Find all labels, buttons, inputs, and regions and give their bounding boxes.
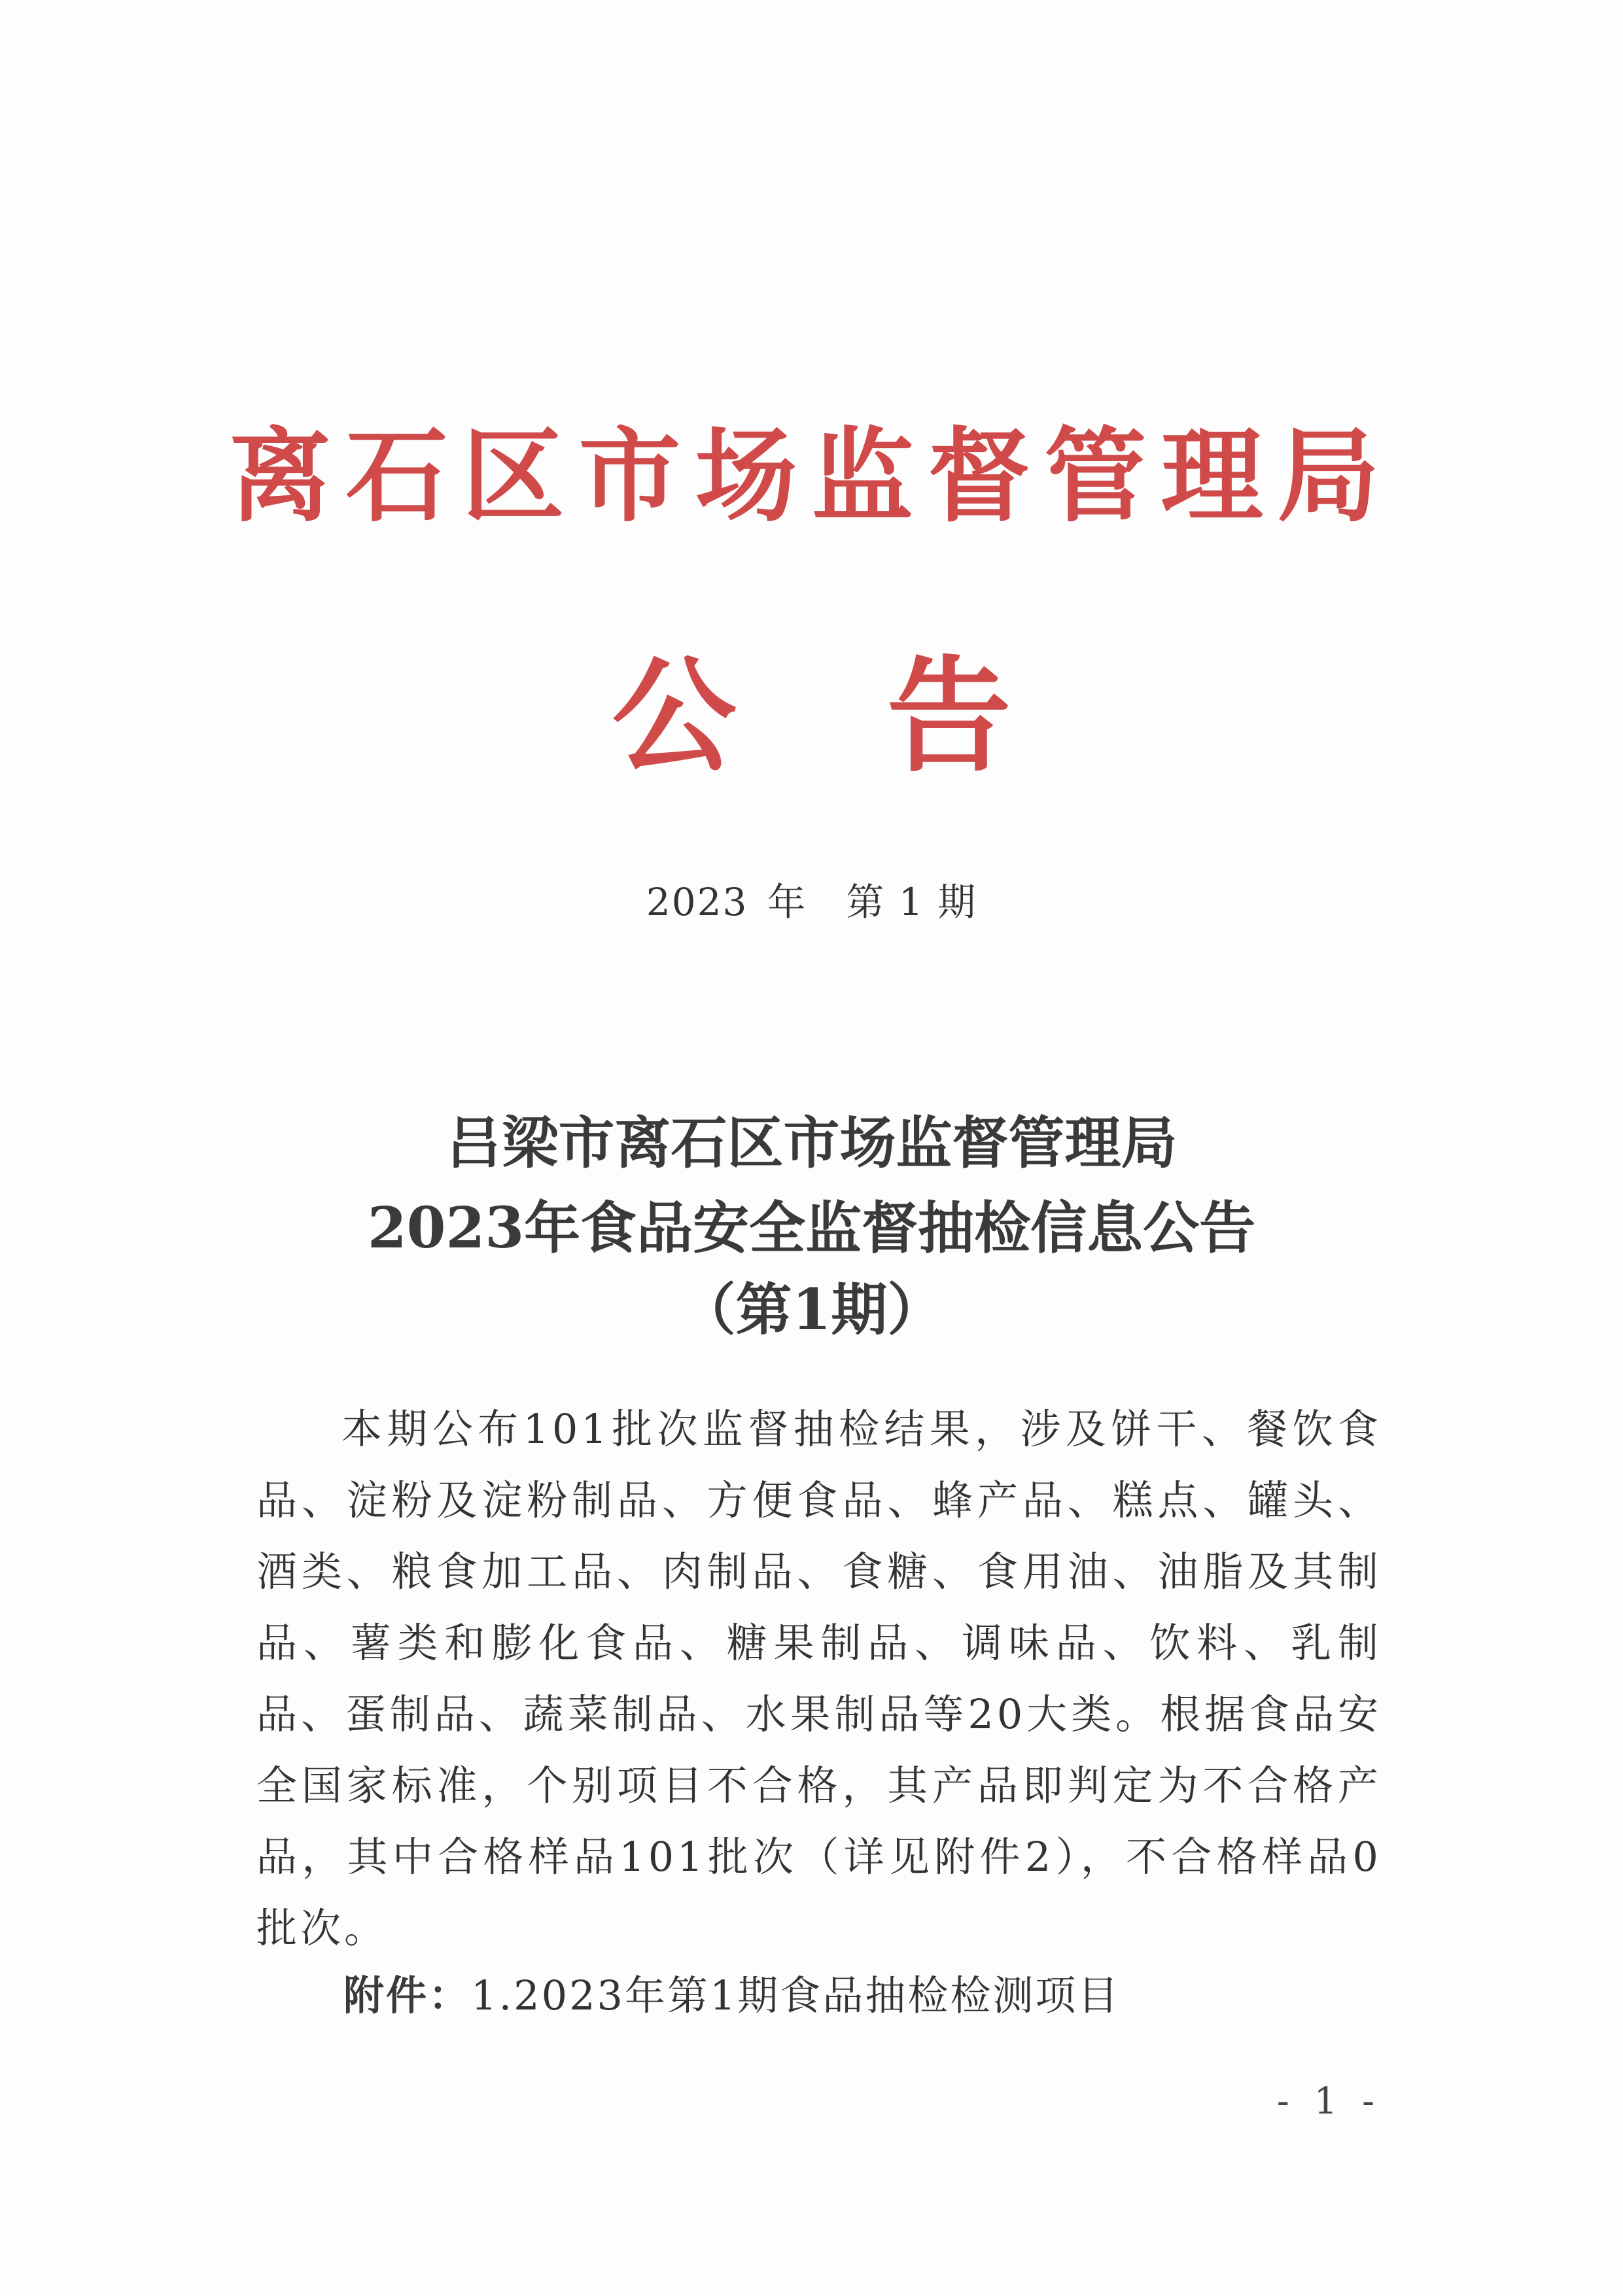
doc-type-char-1: 公 [612, 643, 737, 789]
page-number: - 1 - [1276, 2080, 1381, 2123]
issue-number [0, 880, 1623, 924]
letterhead-doc-type [0, 643, 1623, 789]
attachment-line [343, 1972, 1121, 2019]
heading-line-3: （第1期） [679, 1277, 944, 1343]
attachment-label: 附件： [343, 1972, 472, 2019]
body-paragraph: 本期公布101批次监督抽检结果，涉及饼干、餐饮食品、淀粉及淀粉制品、方便食品、蜂产品、糕点、罐头、酒类、粮食加工品、肉制品、食糖、食用油、油脂及其制品、薯类和膨化食品、糖果制品、调味品、饮料、乳制品、蛋制品、蔬菜制品、水果制品等20大类。根据食品安全国家标准，个别项目不合格，其产品即判定为不合格产品，其中合格样品101批次（详见附件2），不合格样品0批次。 [256, 1405, 1382, 1952]
issue-year-suffix: 年 [767, 880, 807, 924]
doc-type-char-2: 告 [886, 643, 1011, 789]
attachment-item: 1.2023年第1期食品抽检检测项目 [471, 1972, 1121, 2019]
issue-year: 2023 [646, 880, 748, 924]
heading-line-1: 吕梁市离石区市场监督管理局 [445, 1110, 1178, 1176]
letterhead-agency-title: 离石区市场监督管理局 [229, 416, 1394, 536]
issue-label: 第 1 期 [846, 880, 977, 924]
heading-line-2: 2023年食品安全监督抽检信息公告 [367, 1195, 1256, 1261]
